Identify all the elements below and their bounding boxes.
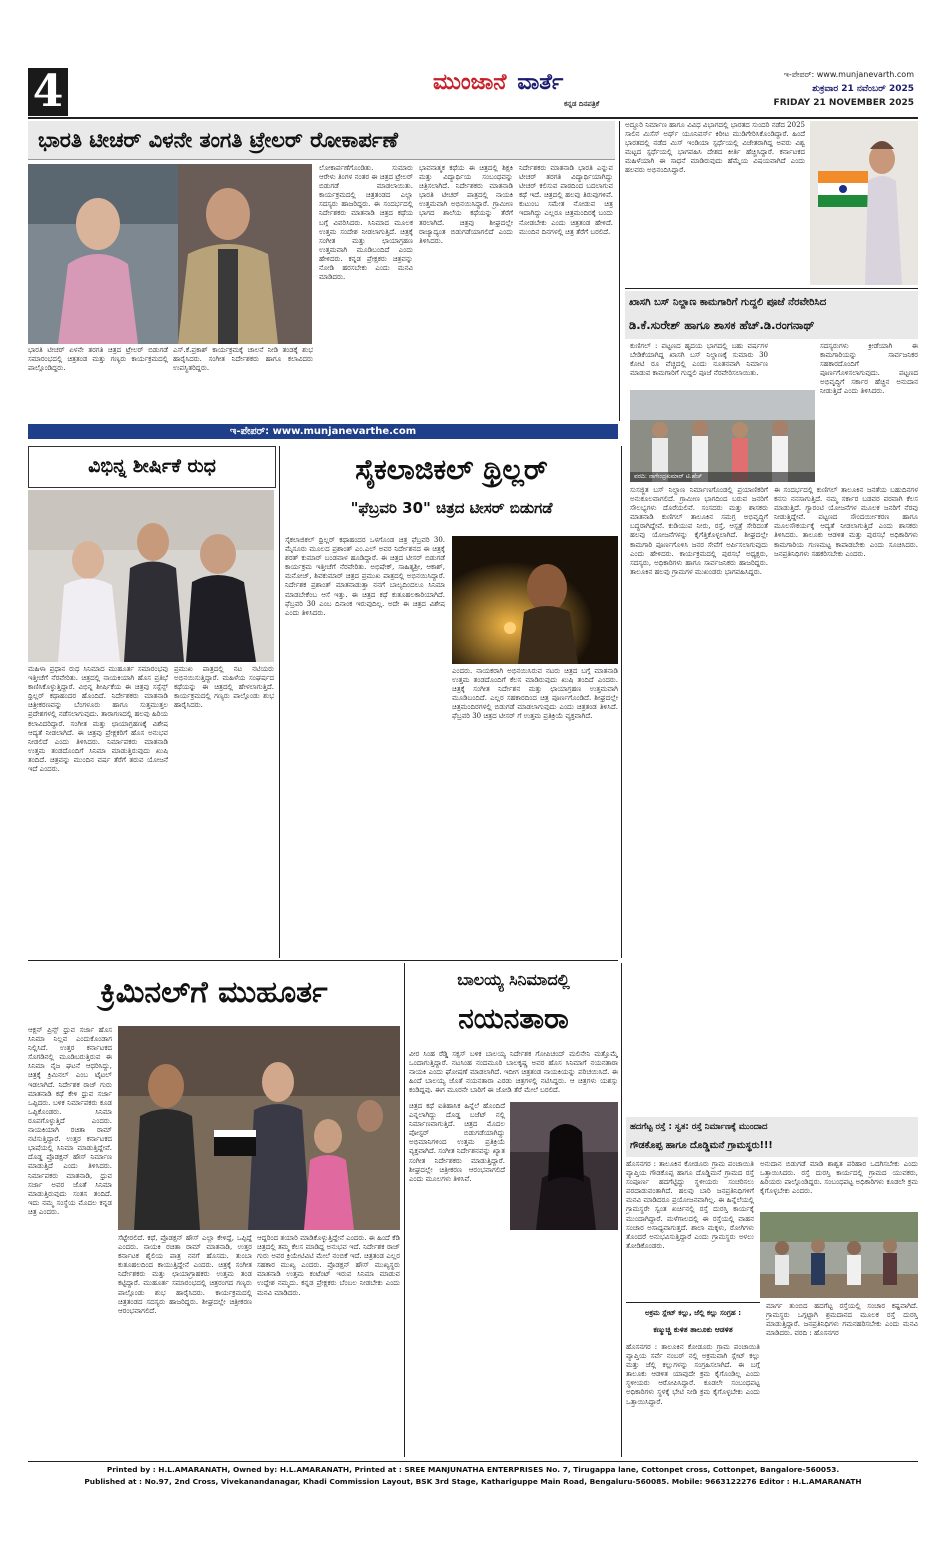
masthead-website[interactable]: ಇ-ಪೇಪರ್: www.munjanevarth.com bbox=[783, 70, 914, 79]
masthead-name-2: ವಾರ್ತೆ bbox=[517, 70, 564, 95]
bus-col-2: ಸದಸ್ಯರುಗಳು ಕ್ರೀಡೆಯಾಗಿ ಈ ಕಾಮಗಾರಿಯನ್ನು ಸಾರ್ವಜನಿಕರ ಸಹಕಾರದೊಂದಿಗೆ ಪೂರ್ಣಗೊಳಿಸಲಾಗುವುದು. ಪಟ್ಟಣದ ಅಭಿವೃದ್ಧಿಗೆ ಸರ್ಕಾರ ಹೆಚ್ಚಿನ ಅನುದಾನ ನೀಡುತ್ತಿದೆ ಎಂದು ತಿಳಿಸಿದರು. bbox=[820, 342, 918, 396]
bus-photo-art bbox=[630, 390, 815, 482]
story3-subhead: "ಫೆಬ್ರವರಿ 30" ಚಿತ್ರದ ಟೀಸರ್ ಬಿಡುಗಡೆ bbox=[350, 499, 553, 517]
epaper-strip[interactable] bbox=[28, 424, 618, 439]
road-sub-text: ಹೊಸನಗರ : ತಾಲೂಕಿನ ಕೋಡೂರು ಗ್ರಾಮ ಪಂಚಾಯಿತಿ ವ್ಯಾಪ್ತಿಯ ಸರ್ವೆ ನಂಬರ್ ನಲ್ಲಿ ಅಕ್ರಮವಾಗಿ ಸ್ಲೇಟ್ ಕಲ್ಲು ಮತ್ತು ಜೆಲ್ಲಿ ಕಲ್ಲುಗಳನ್ನು ಸಂಗ್ರಹಿಸಲಾಗಿದೆ. ಈ ಬಗ್ಗೆ ತಾಲೂಕು ಆಡಳಿತ ಯಾವುದೇ ಕ್ರಮ ಕೈಗೊಂಡಿಲ್ಲ ಎಂದು ಸ್ಥಳೀಯರು ಆರೋಪಿಸಿದ್ದಾರೆ. ಕೂಡಲೇ ಸಂಬಂಧಪಟ್ಟ ಅಧಿಕಾರಿಗಳು ಸ್ಥಳಕ್ಕೆ ಭೇಟಿ ನೀಡಿ ಕ್ರಮ ಕೈಗೊಳ್ಳಬೇಕು ಎಂದು ಒತ್ತಾಯಿಸಿದ್ದಾರೆ. bbox=[626, 1343, 760, 1406]
footer-line-2: Published at : No.97, 2nd Cross, Vivekanandanagar, Khadi Commission Layout, BSK 3rd Stage, Kathariguppe Main Road, Bengaluru-560085. Mobile: 9663122276 Editor : H.L.AMARANATH bbox=[84, 1477, 862, 1486]
road-sub-headline-2: ಕಣ್ಮುಚ್ಚಿ ಕುಳಿತ ತಾಲೂಕು ಆಡಳಿತ bbox=[653, 1325, 733, 1334]
bus-headline-bar bbox=[625, 291, 918, 339]
miss-story-text: ಅದ್ದೂರಿ ನಿರ್ಮಾಣ ಹಾಗೂ ವಿವಿಧ ವಿಭಾಗದಲ್ಲಿ ಭಾರತದ ಸುಂದರಿ ನಡೆದ 2025 ಸಾಲಿನ ಮಿಸೆಸ್ ಅರ್ಥ್ ಯೂನಿವರ್ಸ್ ಕಿರೀಟ ಮುಡಿಗೇರಿಸಿಕೊಂಡಿದ್ದಾರೆ. ಹಿಂದೆ ಭಾರತದಲ್ಲಿ ನಡೆದ ಮಿಸ್ ಇಂಡಿಯಾ ಸ್ಪರ್ಧೆಯಲ್ಲಿ ವಿಜೇತರಾಗಿದ್ದ ಅವರು ವಿಶ್ವ ಮಟ್ಟದ ಸ್ಪರ್ಧೆಯಲ್ಲಿ ಭಾಗವಹಿಸಿ ದೇಶದ ಕೀರ್ತಿ ಹೆಚ್ಚಿಸಿದ್ದಾರೆ. ಕರ್ನಾಟಕದ ಮಹಿಳೆಯಾಗಿ ಈ ಸಾಧನೆ ಮಾಡಿರುವುದು ಹೆಮ್ಮೆಯ ವಿಷಯವಾಗಿದೆ ಎಂದು ಹಲವರು ಅಭಿನಂದಿಸಿದ್ದಾರೆ. bbox=[625, 121, 805, 175]
divider-vertical-bottom-right bbox=[621, 963, 622, 1457]
story5-photo-art bbox=[510, 1102, 618, 1230]
road-col-3: ಮಾರ್ಗ ತುಂಬಿದ ಹದಗೆಟ್ಟ ರಸ್ತೆಯಲ್ಲಿ ಸಂಚಾರ ಕಷ್ಟವಾಗಿದೆ. ಗ್ರಾಮಸ್ಥರು ಒಗ್ಗಟ್ಟಾಗಿ ಶ್ರಮದಾನದ ಮೂಲಕ ರಸ್ತೆ ದುರಸ್ತಿ ಮಾಡುತ್ತಿದ್ದಾರೆ. ಜನಪ್ರತಿನಿಧಿಗಳು ಗಮನಹರಿಸಬೇಕು ಎಂದು ಮನವಿ ಮಾಡಿದರು. ವರದಿ : ಹೊಸನಗರ bbox=[766, 1302, 918, 1338]
masthead-date-en: FRIDAY 21 NOVEMBER 2025 bbox=[773, 98, 914, 108]
story4-headline-bar bbox=[28, 963, 400, 1023]
masthead-tagline: ಕನ್ನಡ ದಿನಪತ್ರಿಕೆ bbox=[564, 100, 600, 108]
story1-caption-2: ಎಸ್.ಕೆ.ಪ್ರಕಾಶ್ ಕಾರ್ಯಕ್ರಮಕ್ಕೆ ಚಾಲನೆ ನೀಡಿ ತಂಡಕ್ಕೆ ಶುಭ ಹಾರೈಸಿದರು. ಸಂಗೀತ ನಿರ್ದೇಶಕರು ಹಾಗೂ ಕಲಾವಿದರು ಉಪಸ್ಥಿತರಿದ್ದರು. bbox=[173, 346, 313, 373]
story5-headline-bar bbox=[409, 963, 618, 1047]
story3-headline-bar bbox=[285, 446, 618, 532]
road-headline-1: ಹದಗೆಟ್ಟ ರಸ್ತೆ : ಸ್ವತ: ರಸ್ತೆ ನಿರ್ಮಾಣಕ್ಕೆ ಮುಂದಾದ bbox=[630, 1122, 768, 1132]
story2-headline: ವಿಭಿನ್ನ ಶೀರ್ಷಿಕೆ ರುಧ bbox=[88, 455, 216, 477]
road-col-1: ಹೊಸನಗರ : ತಾಲೂಕಿನ ಕೋಡೂರು ಗ್ರಾಮ ಪಂಚಾಯಿತಿ ವ್ಯಾಪ್ತಿಯ ಗೌಡಕೊಪ್ಪ ಹಾಗೂ ದೊಡ್ಡಿಮನೆ ಗ್ರಾಮದ ರಸ್ತೆ ಸಂಪೂರ್ಣ ಹದಗೆಟ್ಟಿದ್ದು ಸ್ಥಳೀಯರು ಸಂಚರಿಸಲು ಪರದಾಡುವಂತಾಗಿದೆ. ಹಲವು ಬಾರಿ ಜನಪ್ರತಿನಿಧಿಗಳಿಗೆ ಮನವಿ ಮಾಡಿದರೂ ಪ್ರಯೋಜನವಾಗಿಲ್ಲ. ಈ ಹಿನ್ನೆಲೆಯಲ್ಲಿ ಗ್ರಾಮಸ್ಥರೇ ಸ್ವಂತ ಖರ್ಚಿನಲ್ಲಿ ರಸ್ತೆ ದುರಸ್ತಿ ಕಾರ್ಯಕ್ಕೆ ಮುಂದಾಗಿದ್ದಾರೆ. ಮಳೆಗಾಲದಲ್ಲಿ ಈ ರಸ್ತೆಯಲ್ಲಿ ವಾಹನ ಸಂಚಾರ ಅಸಾಧ್ಯವಾಗುತ್ತದೆ. ಶಾಲಾ ಮಕ್ಕಳು, ರೋಗಿಗಳು ತೊಂದರೆ ಅನುಭವಿಸುತ್ತಿದ್ದಾರೆ ಎಂದು ಗ್ರಾಮಸ್ಥರು ಅಳಲು ತೋಡಿಕೊಂಡರು. bbox=[626, 1160, 754, 1250]
footer-rule bbox=[28, 1461, 918, 1462]
story1-caption-1: ಭಾರತಿ ಟೀಚರ್ ಏಳನೇ ತರಗತಿ ಚಿತ್ರದ ಟ್ರೇಲರ್ ಬಿಡುಗಡೆ ಸಮಾರಂಭದಲ್ಲಿ ಚಿತ್ರತಂಡ ಮತ್ತು ಗಣ್ಯರು ಕಾರ್ಯಕ್ರಮದಲ್ಲಿ ಪಾಲ್ಗೊಂಡಿದ್ದರು. bbox=[28, 346, 168, 373]
story1-headline-bar bbox=[28, 121, 615, 160]
masthead bbox=[28, 68, 918, 118]
story1-photo-art bbox=[28, 164, 312, 344]
story5-headline-1: ಬಾಲಯ್ಯ ಸಿನಿಮಾದಲ್ಲಿ bbox=[457, 970, 570, 989]
story4-col-mid-2: ಆದ್ದರಿಂದ ತಯಾರಿ ಮಾಡಿಕೊಳ್ಳುತ್ತಿದ್ದೇನೆ ಎಂದರು. ಈ ಹಿಂದೆ ಕೆಡಿ ಚಿತ್ರದಲ್ಲಿ ತಮ್ಮ ಕೆಲಸ ಮಾಡಿದ್ದ ಅನುಭವ ಇದೆ. ನಿರ್ದೇಶಕ ರಾಜ್ ಗುರು ಅವರ ಕ್ರಿಯೇಟಿವಿಟಿ ಮೇಲೆ ನಂಬಿಕೆ ಇದೆ. ಚಿತ್ರತಂಡ ಎಲ್ಲರ ಸಹಕಾರ ಮುಖ್ಯ ಎಂದರು. ಪ್ರೊಡಕ್ಷನ್ ಹೌಸ್ ಮುಖ್ಯಸ್ಥರು ಮಾತನಾಡಿ ಉತ್ತಮ ಕಂಟೆಂಟ್ ಇರುವ ಸಿನಿಮಾ ಮಾಡುವ ಉದ್ದೇಶ ನಮ್ಮದು. ಕನ್ನಡ ಪ್ರೇಕ್ಷಕರು ಬೆಂಬಲ ನೀಡಬೇಕು ಎಂದು ಮನವಿ ಮಾಡಿದರು. bbox=[257, 1234, 400, 1297]
story3-photo-art bbox=[452, 536, 618, 664]
bus-headline-2: ಡಿ.ಕೆ.ಸುರೇಶ್ ಹಾಗೂ ಶಾಸಕ ಹೆಚ್.ಡಿ.ರಂಗನಾಥ್ bbox=[629, 318, 815, 332]
road-headline-2: ಗೌಡಕೊಪ್ಪ ಹಾಗೂ ದೊಡ್ಡಿಮನೆ ಗ್ರಾಮಸ್ಥರು!!! bbox=[630, 1140, 773, 1151]
road-sub-headline-1: ಅಕ್ರಮ ಸ್ಲೇಟ್ ಕಲ್ಲು, ಜೆಲ್ಲಿ ಕಲ್ಲು ಸಂಗ್ರಹ : bbox=[644, 1309, 741, 1317]
page-number: 4 bbox=[32, 66, 64, 117]
masthead-date-kn: ಶುಕ್ರವಾರ 21 ನವೆಂಬರ್ 2025 bbox=[812, 84, 914, 94]
miss-story-rule bbox=[625, 288, 918, 289]
story4-photo bbox=[118, 1026, 400, 1230]
miss-story-photo bbox=[810, 121, 918, 285]
divider-vertical-top bbox=[619, 121, 620, 421]
story5-col-2: ಚಿತ್ರದ ಕಥೆ ಐತಿಹಾಸಿಕ ಹಿನ್ನೆಲೆ ಹೊಂದಿದೆ ಎನ್ನಲಾಗಿದ್ದು ದೊಡ್ಡ ಬಜೆಟ್ ನಲ್ಲಿ ನಿರ್ಮಾಣವಾಗುತ್ತಿದೆ. ಚಿತ್ರದ ಮೊದಲ ಪೋಸ್ಟರ್ ಬಿಡುಗಡೆಯಾಗಿದ್ದು ಅಭಿಮಾನಿಗಳಿಂದ ಉತ್ತಮ ಪ್ರತಿಕ್ರಿಯೆ ವ್ಯಕ್ತವಾಗಿದೆ. ಸಂಗೀತ ನಿರ್ದೇಶನವನ್ನು ಖ್ಯಾತ ಸಂಗೀತ ನಿರ್ದೇಶಕರು ಮಾಡುತ್ತಿದ್ದಾರೆ. ಶೀಘ್ರದಲ್ಲೇ ಚಿತ್ರೀಕರಣ ಆರಂಭವಾಗಲಿದೆ ಎಂದು ಮೂಲಗಳು ತಿಳಿಸಿವೆ. bbox=[409, 1102, 505, 1183]
divider-vertical-right-mid bbox=[621, 446, 622, 958]
masthead-name-1: ಮುಂಜಾನೆ bbox=[433, 70, 507, 95]
road-headline-bar bbox=[626, 1117, 918, 1157]
story4-headline: ಕ್ರಿಮಿನಲ್‌ಗೆ ಮುಹೂರ್ತ bbox=[100, 975, 328, 1010]
story1-photo bbox=[28, 164, 312, 344]
story4-col-mid: ಸೆಟ್ಟೇರಲಿದೆ. ಕಥೆ, ಪ್ರೊಡಕ್ಷನ್ ಹೌಸ್ ಎಲ್ಲಾ ಕೇಳಿದ್ದೆ, ಒಪ್ಪಿದ್ದೆ ಎಂದರು. ನಾಯಕಿ ರಚಿತಾ ರಾಮ್ ಮಾತನಾಡಿ, ಉತ್ತರ ಕರ್ನಾಟಕ ಶೈಲಿಯ ಪಾತ್ರ ನನಗೆ ಹೊಸದು. ತುಂಬಾ ಕುತೂಹಲದಿಂದ ಕಾಯುತ್ತಿದ್ದೇನೆ ಎಂದರು. ಚಿತ್ರಕ್ಕೆ ಸಂಗೀತ ನಿರ್ದೇಶಕರು ಮತ್ತು ಛಾಯಾಗ್ರಾಹಕರು ಉತ್ತಮ ತಂಡ ಕಟ್ಟಿದ್ದಾರೆ. ಮುಹೂರ್ತ ಸಮಾರಂಭದಲ್ಲಿ ಚಿತ್ರರಂಗದ ಗಣ್ಯರು ಪಾಲ್ಗೊಂಡು ಶುಭ ಹಾರೈಸಿದರು. ಕಾರ್ಯಕ್ರಮದಲ್ಲಿ ಚಿತ್ರತಂಡದ ಸದಸ್ಯರು ಹಾಜರಿದ್ದರು. ಶೀಘ್ರದಲ್ಲೇ ಚಿತ್ರೀಕರಣ ಆರಂಭವಾಗಲಿದೆ. bbox=[118, 1234, 252, 1315]
footer-line-1: Printed by : H.L.AMARANATH, Owned by: H.L.AMARANATH, Printed at : SREE MANJUNATHA ENTERPRISES No. 7, Tirugappa lane, Cottonpet cross, Cottonpet, Bangalore-560053. bbox=[106, 1465, 840, 1474]
divider-vertical-mid bbox=[279, 446, 280, 958]
bus-photo bbox=[630, 390, 815, 482]
bus-col-3: ಸುಸಜ್ಜಿತ ಬಸ್ ನಿಲ್ದಾಣ ನಿರ್ಮಾಣಗೊಂಡಲ್ಲಿ ಪ್ರಯಾಣಿಕರಿಗೆ ಅನುಕೂಲವಾಗಲಿದೆ. ಗ್ರಾಮೀಣ ಭಾಗದಿಂದ ಬರುವ ಜನರಿಗೆ ಸೌಲಭ್ಯಗಳು ದೊರೆಯಲಿವೆ. ಸಂಸದರು ಮತ್ತು ಶಾಸಕರು ಮಾತನಾಡಿ ಕುಣಿಗಲ್ ತಾಲೂಕಿನ ಸಮಗ್ರ ಅಭಿವೃದ್ಧಿಗೆ ಬದ್ಧರಾಗಿದ್ದೇವೆ. ಕುಡಿಯುವ ನೀರು, ರಸ್ತೆ, ಆಸ್ಪತ್ರೆ ಸೇರಿದಂತೆ ಹಲವು ಯೋಜನೆಗಳನ್ನು ಕೈಗೆತ್ತಿಕೊಳ್ಳಲಾಗಿದೆ. ಶೀಘ್ರದಲ್ಲೇ ಕಾಮಗಾರಿ ಪೂರ್ಣಗೊಳಿಸಿ ಜನರ ಸೇವೆಗೆ ಅರ್ಪಿಸಲಾಗುವುದು ಎಂದು ಹೇಳಿದರು. ಕಾರ್ಯಕ್ರಮದಲ್ಲಿ ಪುರಸಭೆ ಅಧ್ಯಕ್ಷರು, ಸದಸ್ಯರು, ಅಧಿಕಾರಿಗಳು ಹಾಗೂ ಸಾರ್ವಜನಿಕರು ಹಾಜರಿದ್ದರು. ತಾಲೂಕಿನ ಹಲವು ಗ್ರಾಮಗಳ ಮುಖಂಡರು ಭಾಗವಹಿಸಿದ್ದರು. bbox=[630, 486, 768, 576]
road-photo-art bbox=[760, 1212, 918, 1298]
story1-headline: ಭಾರತಿ ಟೀಚರ್ ವಿಳನೇ ತಂಗತಿ ಟ್ರೇಲರ್ ರೋಕಾರ್ಪಣೆ bbox=[38, 128, 398, 152]
miss-story-photo-art bbox=[810, 121, 918, 285]
epaper-strip-text: ಇ-ಪೇಪರ್: www.munjanevarthe.com bbox=[229, 426, 417, 437]
story5-photo bbox=[510, 1102, 618, 1230]
story1-col-1: ಲೋಕಾರ್ಪಣೆಗೊಂಡಿತು. ಸುಮಾರು ಆರೇಳು ತಿಂಗಳ ನಂತರ ಈ ಚಿತ್ರದ ಟ್ರೇಲರ್ ಬಿಡುಗಡೆ ಮಾಡಲಾಯಿತು. ಕಾರ್ಯಕ್ರಮದಲ್ಲಿ ಚಿತ್ರತಂಡದ ಎಲ್ಲಾ ಸದಸ್ಯರು ಹಾಜರಿದ್ದರು. ಈ ಸಂದರ್ಭದಲ್ಲಿ ನಿರ್ದೇಶಕರು ಮಾತನಾಡಿ ಚಿತ್ರದ ಕಥೆಯ ಬಗ್ಗೆ ವಿವರಿಸಿದರು. ಸಿನಿಮಾದ ಮೂಲಕ ಉತ್ತಮ ಸಂದೇಶ ನೀಡಲಾಗುತ್ತಿದೆ. ಚಿತ್ರಕ್ಕೆ ಸಂಗೀತ ಮತ್ತು ಛಾಯಾಗ್ರಹಣ ಉತ್ತಮವಾಗಿ ಮೂಡಿಬಂದಿದೆ ಎಂದು ಹೇಳಿದರು. ಕನ್ನಡ ಪ್ರೇಕ್ಷಕರು ಚಿತ್ರವನ್ನು ನೋಡಿ ಹರಸಬೇಕು ಎಂದು ಮನವಿ ಮಾಡಿದರು. bbox=[319, 164, 413, 282]
story4-col-left: ಆಕ್ಷನ್ ಪ್ರಿನ್ಸ್ ಧ್ರುವ ಸರ್ಜಾ ಹೊಸ ಸಿನಿಮಾ ನಿಲ್ಲವ ಎಂದುಕೊಂಡಾಗ ನಿಲ್ಲಿಸಿದೆ. ಉತ್ತರ ಕರ್ನಾಟಕದ ಸೊಗಡಿನಲ್ಲಿ ಮೂಡಿಬರುತ್ತಿರುವ ಈ ಸಿನಿಮಾ ನೈಜ ಘಟನೆ ಆಧರಿಸಿದ್ದು, ಚಿತ್ರಕ್ಕೆ ಕ್ರಿಮಿನಲ್ ಎಂಬ ಟೈಟಲ್ ಇಡಲಾಗಿದೆ. ನಿರ್ದೇಶಕ ರಾಜ್ ಗುರು ಮಾತನಾಡಿ ಕಥೆ ಕೇಳಿ ಧ್ರುವ ಸರ್ಜಾ ಒಪ್ಪಿದರು. ಬಳಿಕ ನಿರ್ಮಾಪಕರು ಕೂಡ ಒಪ್ಪಿಕೊಂಡರು. ಸಿನಿಮಾ ರೂಪಗೊಳ್ಳುತ್ತಿದೆ ಎಂದರು. ನಾಯಕಿಯಾಗಿ ರಚಿತಾ ರಾಮ್ ನಟಿಸುತ್ತಿದ್ದಾರೆ. ಉತ್ತರ ಕರ್ನಾಟಕದ ಭಾಷೆಯಲ್ಲಿ ಸಿನಿಮಾ ಮಾಡುತ್ತಿದ್ದೇವೆ. ದೊಡ್ಡ ಪ್ರೊಡಕ್ಷನ್ ಹೌಸ್ ನಿರ್ಮಾಣ ಮಾಡುತ್ತಿದೆ ಎಂದು ತಿಳಿಸಿದರು. ನಿರ್ಮಾಪಕರು ಮಾತನಾಡಿ, ಧ್ರುವ ಸರ್ಜಾ ಅವರ ಜೊತೆ ಸಿನಿಮಾ ಮಾಡುತ್ತಿರುವುದು ಸಂತಸ ತಂದಿದೆ. ಇದು ನಮ್ಮ ಸಂಸ್ಥೆಯ ಮೊದಲ ಕನ್ನಡ ಚಿತ್ರ ಎಂದರು. bbox=[28, 1026, 112, 1216]
bus-col-1: ಕುಣಿಗಲ್ : ಪಟ್ಟಣದ ಹೃದಯ ಭಾಗದಲ್ಲಿ ಬಹು ವರ್ಷಗಳ ಬೇಡಿಕೆಯಾಗಿದ್ದ ಖಾಸಗಿ ಬಸ್ ನಿಲ್ದಾಣಕ್ಕೆ ಸುಮಾರು 30 ಕೋಟಿ ರೂ ವೆಚ್ಚದಲ್ಲಿ ಎಂದು ನೂತನವಾಗಿ ನಿರ್ಮಾಣ ಮಾಡುವ ಕಾಮಗಾರಿಗೆ ಗುದ್ದಲಿ ಪೂಜೆ ನೆರವೇರಿಸಲಾಯಿತು. bbox=[630, 342, 768, 378]
masthead-title bbox=[433, 70, 563, 100]
divider-vertical-bottom bbox=[404, 963, 405, 1457]
story2-text: ಮಹಿಳಾ ಪ್ರಧಾನ ರುಧ ಸಿನಿಮಾದ ಮುಹೂರ್ತ ಸಮಾರಂಭವು ಇತ್ತೀಚೆಗೆ ನೆರವೇರಿತು. ಚಿತ್ರದಲ್ಲಿ ನಾಯಕಿಯಾಗಿ ಹೊಸ ಪ್ರತಿಭೆ ಕಾಣಿಸಿಕೊಳ್ಳುತ್ತಿದ್ದಾರೆ. ವಿಭಿನ್ನ ಶೀರ್ಷಿಕೆಯ ಈ ಚಿತ್ರವು ಸಸ್ಪೆನ್ಸ್ ಥ್ರಿಲ್ಲರ್ ಕಥಾಹಂದರ ಹೊಂದಿದೆ. ನಿರ್ದೇಶಕರು ಮಾತನಾಡಿ ಚಿತ್ರೀಕರಣವನ್ನು ಬೆಂಗಳೂರು ಹಾಗೂ ಸುತ್ತಮುತ್ತಲ ಪ್ರದೇಶಗಳಲ್ಲಿ ನಡೆಸಲಾಗುವುದು. ತಾರಾಗಣದಲ್ಲಿ ಹಲವು ಹಿರಿಯ ಕಲಾವಿದರಿದ್ದಾರೆ. ಸಂಗೀತ ಮತ್ತು ಛಾಯಾಗ್ರಹಣಕ್ಕೆ ವಿಶೇಷ ಆದ್ಯತೆ ನೀಡಲಾಗಿದೆ. ಈ ಚಿತ್ರವು ಪ್ರೇಕ್ಷಕರಿಗೆ ಹೊಸ ಅನುಭವ ನೀಡಲಿದೆ ಎಂದು ತಿಳಿಸಿದರು. ನಿರ್ಮಾಪಕರು ಮಾತನಾಡಿ ಉತ್ತಮ ತಂಡದೊಂದಿಗೆ ಸಿನಿಮಾ ಮಾಡುತ್ತಿರುವುದು ಖುಷಿ ತಂದಿದೆ. ಚಿತ್ರವನ್ನು ಮುಂದಿನ ವರ್ಷ ತೆರೆಗೆ ತರುವ ಯೋಜನೆ ಇದೆ ಎಂದರು. bbox=[28, 665, 168, 774]
road-col-2: ಅನುದಾನ ಬಿಡುಗಡೆ ಮಾಡಿ ಶಾಶ್ವತ ಪರಿಹಾರ ಒದಗಿಸಬೇಕು ಎಂದು ಒತ್ತಾಯಿಸಿದರು. ರಸ್ತೆ ದುರಸ್ತಿ ಕಾರ್ಯದಲ್ಲಿ ಗ್ರಾಮದ ಯುವಕರು, ಹಿರಿಯರು ಪಾಲ್ಗೊಂಡಿದ್ದರು. ಸಂಬಂಧಪಟ್ಟ ಅಧಿಕಾರಿಗಳು ಕೂಡಲೇ ಕ್ರಮ ಕೈಗೊಳ್ಳಬೇಕು ಎಂದರು. bbox=[760, 1160, 918, 1196]
story3-col-1: ಸೈಕಲಾಜಿಕಲ್ ಥ್ರಿಲ್ಲರ್ ಕಥಾಹಂದರ ಒಳಗೊಂಡ ಚಿತ್ರ ಫೆಬ್ರವರಿ 30. ಮೈಸೂರು ಮೂಲದ ಪ್ರಶಾಂತ್ ಎಂ.ಎಲ್ ಅವರ ನಿರ್ದೇಶನದ ಈ ಚಿತ್ರಕ್ಕೆ ಶರತ್ ಕುಮಾರ್ ಬಂಡವಾಳ ಹೂಡಿದ್ದಾರೆ. ಈ ಚಿತ್ರದ ಟೀಸರ್ ಬಿಡುಗಡೆ ಕಾರ್ಯಕ್ರಮ ಇತ್ತೀಚೆಗೆ ನೆರವೇರಿತು. ಅಭಿಷೇಕ್, ಸಾಹಿತ್ಯಶ್ರೀ, ಆಕಾಶ್, ಮನೋಜ್, ಶಿವಕುಮಾರ್ ಚಿತ್ರದ ಪ್ರಮುಖ ಪಾತ್ರದಲ್ಲಿ ಅಭಿನಯಿಸಿದ್ದಾರೆ. ನಿರ್ದೇಶಕ ಪ್ರಶಾಂತ್ ಮಾತನಾಡುತ್ತಾ ನನಗೆ ಬಾಲ್ಯದಿಂದಲೂ ಸಿನಿಮಾ ಮಾಡಬೇಕೆಂಬ ಆಸೆ ಇತ್ತು. ಈ ಚಿತ್ರದ ಕಥೆ ಕುತೂಹಲಕಾರಿಯಾಗಿದೆ. ಫೆಬ್ರವರಿ 30 ಎಂಬ ದಿನಾಂಕ ಇರುವುದಿಲ್ಲ. ಅದೇ ಈ ಚಿತ್ರದ ವಿಶೇಷ ಎಂದು ತಿಳಿಸಿದರು. bbox=[285, 536, 445, 617]
story3-col-2: ಎಂದರು. ನಾಯಕರಾಗಿ ಅಭಿನಯಿಸಿರುವ ನಟರು ಚಿತ್ರದ ಬಗ್ಗೆ ಮಾತನಾಡಿ ಉತ್ತಮ ತಂಡದೊಂದಿಗೆ ಕೆಲಸ ಮಾಡಿರುವುದು ಖುಷಿ ತಂದಿದೆ ಎಂದರು. ಚಿತ್ರಕ್ಕೆ ಸಂಗೀತ ನಿರ್ದೇಶನ ಮತ್ತು ಛಾಯಾಗ್ರಹಣ ಉತ್ತಮವಾಗಿ ಮೂಡಿಬಂದಿದೆ. ಎಲ್ಲರ ಸಹಕಾರದಿಂದ ಚಿತ್ರ ಪೂರ್ಣಗೊಂಡಿದೆ. ಶೀಘ್ರದಲ್ಲೇ ಚಿತ್ರಮಂದಿರಗಳಲ್ಲಿ ಬಿಡುಗಡೆ ಮಾಡಲಾಗುವುದು ಎಂದು ಚಿತ್ರತಂಡ ತಿಳಿಸಿದೆ. ಫೆಬ್ರವರಿ 30 ಚಿತ್ರದ ಟೀಸರ್ ಗೆ ಉತ್ತಮ ಪ್ರತಿಕ್ರಿಯೆ ವ್ಯಕ್ತವಾಗಿದೆ. bbox=[452, 667, 618, 721]
bus-headline-1: ಖಾಸಗಿ ಬಸ್ ನಿಲ್ದಾಣ ಕಾಮಗಾರಿಗೆ ಗುದ್ದಲಿ ಪೂಜೆ ನೆರವೇರಿಸಿದ bbox=[629, 297, 827, 308]
story5-headline-2: ನಯನತಾರಾ bbox=[458, 1002, 569, 1035]
story3-photo bbox=[452, 536, 618, 664]
story3-headline: ಸೈಕಲಾಜಿಕಲ್ ಥ್ರಿಲ್ಲರ್ bbox=[355, 453, 548, 486]
road-sub-headline-box bbox=[626, 1305, 760, 1341]
road-sub-rule bbox=[626, 1302, 760, 1303]
story1-col-2: ಭಾವನಾತ್ಮಕ ಕಥೆಯ ಈ ಚಿತ್ರದಲ್ಲಿ ಶಿಕ್ಷಕಿ ಮತ್ತು ವಿದ್ಯಾರ್ಥಿಯ ಸಂಬಂಧವನ್ನು ಚಿತ್ರಿಸಲಾಗಿದೆ. ನಿರ್ದೇಶಕರು ಮಾತನಾಡಿ ಭಾರತಿ ಟೀಚರ್ ಪಾತ್ರದಲ್ಲಿ ನಾಯಕಿ ಉತ್ತಮವಾಗಿ ಅಭಿನಯಿಸಿದ್ದಾರೆ. ಗ್ರಾಮೀಣ ಭಾಗದ ಶಾಲೆಯ ಕಥೆಯನ್ನು ತೆರೆಗೆ ತರಲಾಗಿದೆ. ಚಿತ್ರವು ಶೀಘ್ರದಲ್ಲೇ ರಾಜ್ಯಾದ್ಯಂತ ಬಿಡುಗಡೆಯಾಗಲಿದೆ ಎಂದು ತಿಳಿಸಿದರು. bbox=[419, 164, 513, 245]
story2-photo-art bbox=[28, 490, 274, 662]
bus-col-4: ಈ ಸಂದರ್ಭದಲ್ಲಿ ಕುಣಿಗಲ್ ತಾಲೂಕಿನ ಜನತೆಯ ಬಹುದಿನಗಳ ಕನಸು ನನಸಾಗುತ್ತಿದೆ. ನಮ್ಮ ಸರ್ಕಾರ ಬಡವರ ಪರವಾಗಿ ಕೆಲಸ ಮಾಡುತ್ತಿದೆ. ಗ್ಯಾರಂಟಿ ಯೋಜನೆಗಳ ಮೂಲಕ ಜನರಿಗೆ ನೆರವು ನೀಡುತ್ತಿದ್ದೇವೆ. ಪಟ್ಟಣದ ಸೌಂದರ್ಯೀಕರಣ ಹಾಗೂ ಮೂಲಸೌಕರ್ಯಕ್ಕೆ ಆದ್ಯತೆ ನೀಡಲಾಗುತ್ತಿದೆ ಎಂದು ಶಾಸಕರು ತಿಳಿಸಿದರು. ತಾಲೂಕು ಆಡಳಿತ ಮತ್ತು ಪುರಸಭೆ ಅಧಿಕಾರಿಗಳು ಕಾಮಗಾರಿಯ ಗುಣಮಟ್ಟ ಕಾಪಾಡಬೇಕು ಎಂದು ಸೂಚಿಸಿದರು. ಜನಪ್ರತಿನಿಧಿಗಳು ಸಹಕರಿಸಬೇಕು ಎಂದರು. bbox=[774, 486, 918, 558]
story4-photo-art bbox=[118, 1026, 400, 1230]
divider-horizontal-mid bbox=[28, 960, 618, 961]
footer bbox=[28, 1463, 918, 1489]
story2-headline-bar bbox=[28, 446, 276, 488]
bus-photo-caption: ವರದಿ: ನಾಗೇಂದ್ರಕುಮಾರ್ ಟಿ.ಹೆಚ್ bbox=[634, 473, 703, 480]
masthead-rule bbox=[28, 117, 918, 119]
story2-photo bbox=[28, 490, 274, 662]
story2-text-2: ಪ್ರಮುಖ ಪಾತ್ರದಲ್ಲಿ ನಟ ನಟಿಯರು ಅಭಿನಯಿಸುತ್ತಿದ್ದಾರೆ. ಮಹಿಳೆಯ ಸಂಘರ್ಷದ ಕಥೆಯನ್ನು ಈ ಚಿತ್ರದಲ್ಲಿ ಹೇಳಲಾಗುತ್ತಿದೆ. ಕಾರ್ಯಕ್ರಮದಲ್ಲಿ ಗಣ್ಯರು ಪಾಲ್ಗೊಂಡು ಶುಭ ಹಾರೈಸಿದರು. bbox=[174, 665, 274, 710]
story5-col-1: ವೀರ ಸಿಂಹ ರೆಡ್ಡಿ ಸಕ್ಸಸ್ ಬಳಿಕ ಬಾಲಯ್ಯ ನಿರ್ದೇಶಕ ಗೋಪಿಚಂದ್ ಮಲಿನೇನಿ ಮತ್ತೊಮ್ಮೆ ಒಂದಾಗುತ್ತಿದ್ದಾರೆ. ನಟಸಿಂಹ ನಂದಮೂರಿ ಬಾಲಕೃಷ್ಣ ಅವರ ಹೊಸ ಸಿನಿಮಾಗೆ ನಯನತಾರಾ ನಾಯಕಿ ಎಂದು ಘೋಷಣೆ ಮಾಡಲಾಗಿದೆ. ಇದೀಗ ಚಿತ್ರತಂಡ ನಾಯಕಿಯನ್ನು ಪರಿಚಯಿಸಿದೆ. ಈ ಹಿಂದೆ ಬಾಲಯ್ಯ ಜೊತೆ ನಯನತಾರಾ ಎರಡು ಚಿತ್ರಗಳಲ್ಲಿ ನಟಿಸಿದ್ದರು. ಆ ಚಿತ್ರಗಳು ಯಶಸ್ಸು ಕಂಡಿದ್ದವು. ಈಗ ಮೂರನೇ ಬಾರಿಗೆ ಈ ಜೋಡಿ ತೆರೆ ಮೇಲೆ ಬರಲಿದೆ. bbox=[409, 1050, 618, 1095]
story1-col-3: ನಿರ್ದೇಶಕರು ಮಾತನಾಡಿ ಭಾರತಿ ಎನ್ನುವ ಟೀಚರ್ ತರಗತಿ ವಿದ್ಯಾರ್ಥಿಯಾಗಿದ್ದು ಟೀಚರ್ ಕಲಿಸುವ ಪಾಠದಿಂದ ಬದಲಾಗುವ ಕಥೆ ಇದೆ. ಚಿತ್ರದಲ್ಲಿ ಹಲವು ತಿರುವುಗಳಿವೆ. ಕುಟುಂಬ ಸಮೇತ ನೋಡುವ ಚಿತ್ರ ಇದಾಗಿದ್ದು ಎಲ್ಲರೂ ಚಿತ್ರಮಂದಿರಕ್ಕೆ ಬಂದು ನೋಡಬೇಕು ಎಂದು ಚಿತ್ರತಂಡ ಹೇಳಿದೆ. ಮುಂದಿನ ದಿನಗಳಲ್ಲಿ ಚಿತ್ರ ತೆರೆಗೆ ಬರಲಿದೆ. bbox=[519, 164, 613, 236]
road-photo bbox=[760, 1212, 918, 1298]
